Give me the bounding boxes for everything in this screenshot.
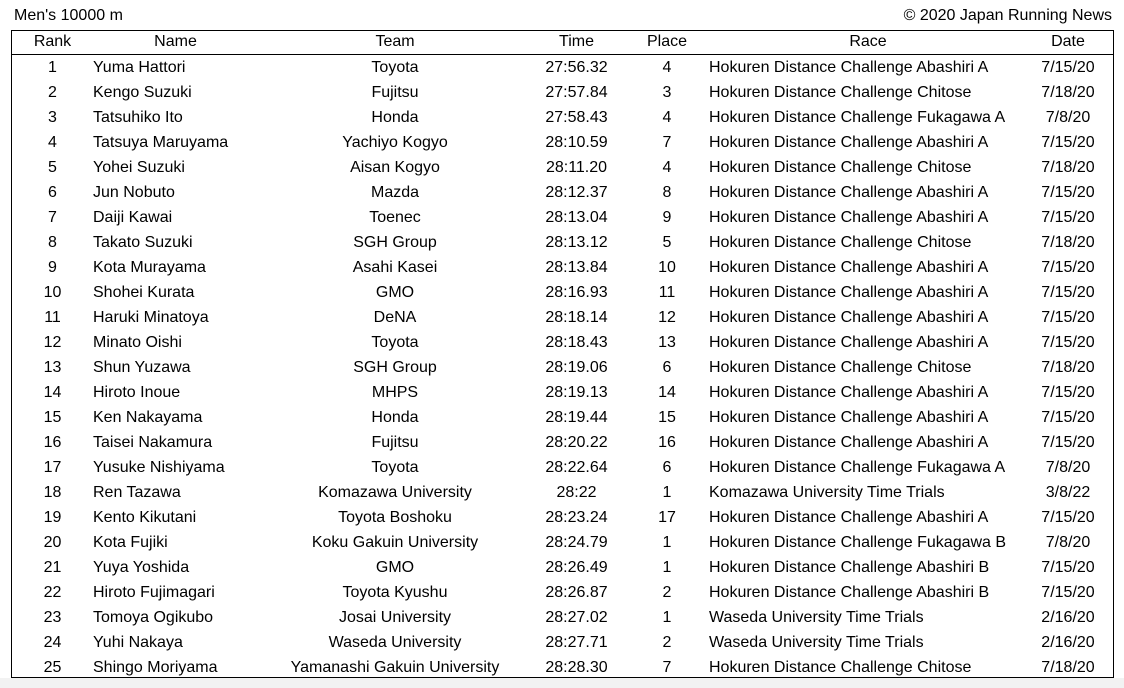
rank-cell: 18 (43, 484, 62, 501)
rank-cell: 8 (48, 234, 57, 251)
race-cell: Hokuren Distance Challenge Abashiri B (709, 559, 990, 576)
table-row (12, 155, 1113, 180)
team-cell: Aisan Kogyo (350, 159, 440, 176)
time-cell: 28:26.49 (545, 559, 608, 576)
race-cell: Hokuren Distance Challenge Abashiri A (709, 134, 989, 151)
race-cell: Hokuren Distance Challenge Chitose (709, 234, 972, 251)
race-cell: Waseda University Time Trials (709, 609, 924, 626)
date-cell: 7/15/20 (1041, 434, 1095, 451)
results-table (11, 30, 1114, 678)
table-row (12, 630, 1113, 655)
table-row (12, 655, 1113, 680)
team-cell: DeNA (373, 309, 417, 326)
race-cell: Hokuren Distance Challenge Abashiri A (709, 284, 989, 301)
date-cell: 7/15/20 (1041, 209, 1095, 226)
rank-cell: 20 (43, 534, 62, 551)
date-cell: 7/18/20 (1041, 359, 1095, 376)
name-cell: Shingo Moriyama (93, 659, 218, 676)
date-cell: 7/18/20 (1041, 159, 1095, 176)
race-cell: Hokuren Distance Challenge Chitose (709, 84, 972, 101)
team-cell: SGH Group (353, 234, 437, 251)
time-cell: 28:20.22 (545, 434, 608, 451)
date-cell: 7/15/20 (1041, 409, 1095, 426)
date-cell: 7/15/20 (1041, 309, 1095, 326)
rank-cell: 6 (48, 184, 57, 201)
table-row (12, 230, 1113, 255)
date-cell: 7/15/20 (1041, 284, 1095, 301)
name-cell: Kengo Suzuki (93, 84, 192, 101)
team-cell: Fujitsu (371, 434, 419, 451)
date-cell: 7/15/20 (1041, 509, 1095, 526)
date-cell: 7/18/20 (1041, 234, 1095, 251)
race-cell: Hokuren Distance Challenge Chitose (709, 359, 972, 376)
rank-cell: 12 (43, 334, 62, 351)
name-cell: Tatsuhiko Ito (93, 109, 183, 126)
rank-cell: 23 (43, 609, 62, 626)
column-header-rank: Rank (33, 33, 72, 50)
column-header-place: Place (646, 33, 688, 50)
place-cell: 7 (662, 134, 672, 151)
place-cell: 2 (662, 634, 672, 651)
table-row (12, 405, 1113, 430)
team-cell: Fujitsu (371, 84, 419, 101)
table-row (12, 355, 1113, 380)
place-cell: 1 (662, 484, 672, 501)
rank-cell: 7 (48, 209, 57, 226)
time-cell: 28:27.71 (545, 634, 608, 651)
table-row (12, 130, 1113, 155)
time-cell: 28:19.06 (545, 359, 608, 376)
place-cell: 16 (658, 434, 676, 451)
name-cell: Yuhi Nakaya (93, 634, 183, 651)
name-cell: Shohei Kurata (93, 284, 195, 301)
name-cell: Yohei Suzuki (93, 159, 185, 176)
rank-cell: 17 (43, 459, 62, 476)
race-cell: Hokuren Distance Challenge Chitose (709, 659, 972, 676)
time-cell: 28:22 (556, 484, 597, 501)
table-row (12, 305, 1113, 330)
team-cell: Asahi Kasei (352, 259, 438, 276)
place-cell: 8 (662, 184, 672, 201)
time-cell: 27:56.32 (545, 59, 608, 76)
name-cell: Daiji Kawai (93, 209, 173, 226)
team-cell: Honda (371, 409, 419, 426)
table-row (12, 55, 1113, 80)
rank-cell: 16 (43, 434, 62, 451)
place-cell: 6 (662, 459, 672, 476)
team-cell: Toyota Boshoku (338, 509, 452, 526)
date-cell: 7/15/20 (1041, 334, 1095, 351)
column-header-team: Team (375, 33, 415, 50)
time-cell: 28:10.59 (545, 134, 608, 151)
bottom-strip (0, 678, 1124, 688)
column-header-time: Time (559, 33, 594, 50)
table-row (12, 430, 1113, 455)
place-cell: 12 (658, 309, 676, 326)
rank-cell: 4 (48, 134, 57, 151)
date-cell: 3/8/22 (1045, 484, 1091, 501)
name-cell: Takato Suzuki (93, 234, 193, 251)
column-header-race: Race (849, 33, 887, 50)
name-cell: Shun Yuzawa (93, 359, 191, 376)
race-cell: Hokuren Distance Challenge Fukagawa B (709, 534, 1007, 551)
table-row (12, 455, 1113, 480)
time-cell: 27:57.84 (545, 84, 608, 101)
date-cell: 7/8/20 (1045, 534, 1091, 551)
date-cell: 7/15/20 (1041, 184, 1095, 201)
place-cell: 17 (658, 509, 676, 526)
time-cell: 28:16.93 (545, 284, 608, 301)
date-cell: 7/8/20 (1045, 109, 1091, 126)
table-row (12, 505, 1113, 530)
rank-cell: 22 (43, 584, 62, 601)
race-cell: Hokuren Distance Challenge Abashiri A (709, 409, 989, 426)
name-cell: Yusuke Nishiyama (93, 459, 225, 476)
team-cell: GMO (375, 559, 415, 576)
time-cell: 28:19.13 (545, 384, 608, 401)
time-cell: 28:24.79 (545, 534, 608, 551)
place-cell: 7 (662, 659, 672, 676)
column-header-date: Date (1051, 33, 1085, 50)
time-cell: 28:18.43 (545, 334, 608, 351)
race-cell: Hokuren Distance Challenge Fukagawa A (709, 109, 1006, 126)
place-cell: 5 (662, 234, 672, 251)
race-cell: Hokuren Distance Challenge Abashiri A (709, 434, 989, 451)
table-row (12, 105, 1113, 130)
table-row (12, 280, 1113, 305)
race-cell: Hokuren Distance Challenge Abashiri A (709, 509, 989, 526)
team-cell: Toyota Kyushu (342, 584, 448, 601)
table-row (12, 80, 1113, 105)
place-cell: 11 (658, 284, 676, 301)
date-cell: 7/15/20 (1041, 59, 1095, 76)
race-cell: Hokuren Distance Challenge Abashiri A (709, 384, 989, 401)
page-header (0, 0, 1124, 30)
team-cell: Yachiyo Kogyo (342, 134, 448, 151)
team-cell: Honda (371, 109, 419, 126)
team-cell: MHPS (371, 384, 419, 401)
table-row (12, 205, 1113, 230)
team-cell: GMO (375, 284, 415, 301)
place-cell: 1 (662, 534, 672, 551)
rank-cell: 2 (48, 84, 57, 101)
rank-cell: 14 (43, 384, 62, 401)
time-cell: 28:12.37 (545, 184, 608, 201)
place-cell: 4 (662, 159, 672, 176)
table-header (12, 31, 1113, 55)
race-cell: Komazawa University Time Trials (709, 484, 945, 501)
race-cell: Hokuren Distance Challenge Abashiri A (709, 309, 989, 326)
table-row (12, 605, 1113, 630)
rank-cell: 15 (43, 409, 62, 426)
team-cell: Koku Gakuin University (311, 534, 479, 551)
place-cell: 4 (662, 59, 672, 76)
date-cell: 7/8/20 (1045, 459, 1091, 476)
time-cell: 28:19.44 (545, 409, 608, 426)
race-cell: Hokuren Distance Challenge Chitose (709, 159, 972, 176)
place-cell: 13 (658, 334, 676, 351)
rank-cell: 1 (48, 59, 57, 76)
team-cell: Mazda (370, 184, 420, 201)
rank-cell: 24 (43, 634, 62, 651)
name-cell: Tomoya Ogikubo (93, 609, 214, 626)
rank-cell: 9 (48, 259, 57, 276)
place-cell: 10 (658, 259, 676, 276)
race-cell: Hokuren Distance Challenge Abashiri A (709, 184, 989, 201)
place-cell: 1 (662, 609, 672, 626)
team-cell: Toyota (371, 459, 419, 476)
name-cell: Tatsuya Maruyama (93, 134, 229, 151)
race-cell: Hokuren Distance Challenge Abashiri A (709, 334, 989, 351)
time-cell: 28:18.14 (545, 309, 608, 326)
rank-cell: 21 (43, 559, 62, 576)
race-cell: Hokuren Distance Challenge Abashiri A (709, 209, 989, 226)
team-cell: SGH Group (353, 359, 437, 376)
race-cell: Hokuren Distance Challenge Abashiri B (709, 584, 990, 601)
name-cell: Kota Fujiki (93, 534, 168, 551)
date-cell: 2/16/20 (1041, 634, 1095, 651)
name-cell: Ren Tazawa (93, 484, 181, 501)
name-cell: Kota Murayama (93, 259, 206, 276)
rank-cell: 25 (43, 659, 62, 676)
place-cell: 1 (662, 559, 672, 576)
date-cell: 7/15/20 (1041, 584, 1095, 601)
name-cell: Hiroto Fujimagari (93, 584, 215, 601)
time-cell: 28:23.24 (545, 509, 608, 526)
time-cell: 28:11.20 (545, 159, 608, 176)
name-cell: Minato Oishi (93, 334, 182, 351)
race-cell: Hokuren Distance Challenge Abashiri A (709, 259, 989, 276)
rank-cell: 13 (43, 359, 62, 376)
date-cell: 7/15/20 (1041, 559, 1095, 576)
table-row (12, 380, 1113, 405)
name-cell: Jun Nobuto (93, 184, 175, 201)
date-cell: 7/15/20 (1041, 259, 1095, 276)
time-cell: 28:13.04 (545, 209, 608, 226)
team-cell: Komazawa University (318, 484, 472, 501)
name-cell: Haruki Minatoya (93, 309, 209, 326)
table-row (12, 330, 1113, 355)
time-cell: 28:22.64 (545, 459, 608, 476)
table-row (12, 580, 1113, 605)
date-cell: 7/15/20 (1041, 384, 1095, 401)
team-cell: Toenec (369, 209, 421, 226)
table-row (12, 180, 1113, 205)
rank-cell: 10 (43, 284, 62, 301)
date-cell: 7/15/20 (1041, 134, 1095, 151)
place-cell: 3 (662, 84, 672, 101)
team-cell: Waseda University (328, 634, 462, 651)
race-cell: Hokuren Distance Challenge Fukagawa A (709, 459, 1006, 476)
table-row (12, 255, 1113, 280)
rank-cell: 19 (43, 509, 62, 526)
time-cell: 27:58.43 (545, 109, 608, 126)
copyright-credit: © 2020 Japan Running News (903, 7, 1112, 24)
name-cell: Yuya Yoshida (93, 559, 190, 576)
team-cell: Yamanashi Gakuin University (290, 659, 500, 676)
time-cell: 28:27.02 (545, 609, 608, 626)
team-cell: Toyota (371, 59, 419, 76)
race-cell: Hokuren Distance Challenge Abashiri A (709, 59, 989, 76)
team-cell: Toyota (371, 334, 419, 351)
time-cell: 28:13.12 (545, 234, 608, 251)
name-cell: Kento Kikutani (93, 509, 197, 526)
table-row (12, 530, 1113, 555)
rank-cell: 11 (44, 309, 61, 326)
time-cell: 28:13.84 (545, 259, 608, 276)
date-cell: 7/18/20 (1041, 84, 1095, 101)
place-cell: 15 (658, 409, 676, 426)
name-cell: Ken Nakayama (93, 409, 203, 426)
place-cell: 14 (658, 384, 676, 401)
place-cell: 2 (662, 584, 672, 601)
place-cell: 6 (662, 359, 672, 376)
race-cell: Waseda University Time Trials (709, 634, 924, 651)
date-cell: 7/18/20 (1041, 659, 1095, 676)
place-cell: 4 (662, 109, 672, 126)
team-cell: Josai University (338, 609, 452, 626)
rank-cell: 5 (48, 159, 57, 176)
name-cell: Yuma Hattori (93, 59, 186, 76)
place-cell: 9 (662, 209, 672, 226)
time-cell: 28:28.30 (545, 659, 608, 676)
table-row (12, 480, 1113, 505)
column-header-name: Name (154, 33, 197, 50)
date-cell: 2/16/20 (1041, 609, 1095, 626)
time-cell: 28:26.87 (545, 584, 608, 601)
name-cell: Hiroto Inoue (93, 384, 181, 401)
table-row (12, 555, 1113, 580)
name-cell: Taisei Nakamura (93, 434, 213, 451)
rank-cell: 3 (48, 109, 57, 126)
page-title: Men's 10000 m (14, 7, 123, 24)
